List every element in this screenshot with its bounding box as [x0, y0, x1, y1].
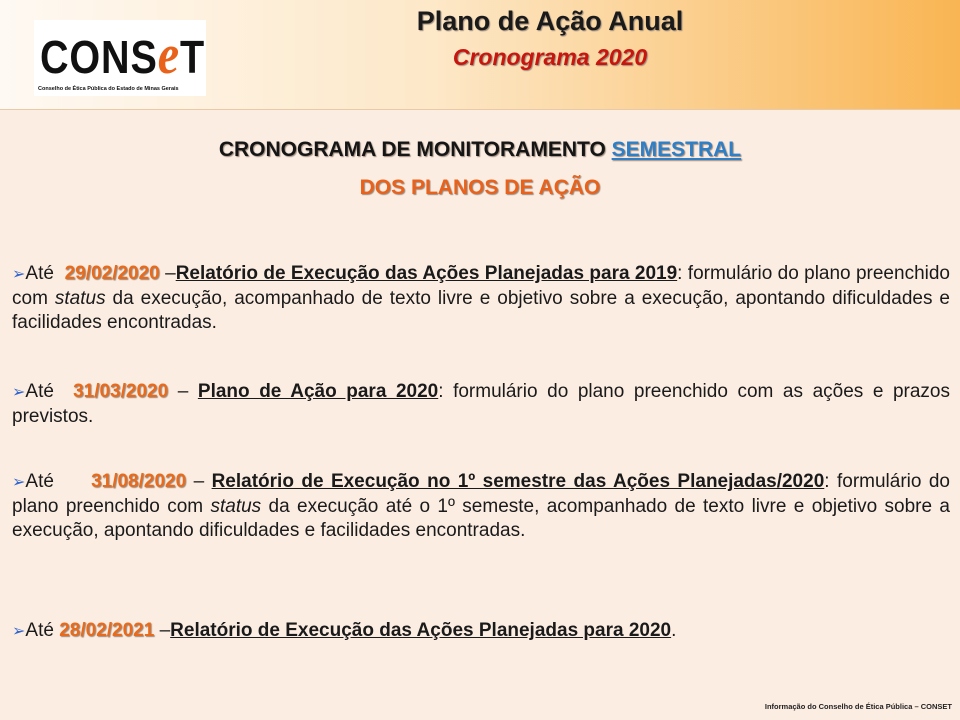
schedule-item: ➢Até 31/03/2020 – Plano de Ação para 2020: formulário do plano preenchido com as ações e prazos previstos. [12, 381, 951, 427]
arrow-bullet-icon: ➢ [12, 474, 26, 491]
deadline-date: 31/08/2020 [91, 471, 187, 492]
schedule-item: ➢Até 29/02/2020 –Relatório de Execução das Ações Planejadas para 2019: formulário do plano preenchido com status da execução, acompanhado de texto livre e objetivo sobre a execução, apontando dificuldades e facilidades encontradas. [12, 263, 950, 333]
footer-note: Informação do Conselho de Ética Pública – CONSET [764, 702, 952, 711]
deliverable-name: Relatório de Execução das Ações Planejadas para 2019 [175, 263, 678, 284]
deliverable-name: Relatório de Execução no 1º semestre das Ações Planejadas/2020 [211, 471, 825, 492]
logo-accent-letter: e [157, 24, 180, 86]
arrow-bullet-icon: ➢ [12, 384, 26, 401]
arrow-bullet-icon: ➢ [12, 623, 26, 640]
header-bar [0, 0, 960, 110]
section-title-accent: SEMESTRAL [611, 138, 742, 161]
section-subtitle: DOS PLANOS DE AÇÃO [359, 176, 601, 199]
section-title-prefix: CRONOGRAMA DE MONITORAMENTO [218, 138, 612, 161]
schedule-item: ➢Até 28/02/2021 –Relatório de Execução das Ações Planejadas para 2020. [12, 620, 677, 641]
page-title: Plano de Ação Anual [416, 6, 684, 36]
deadline-date: 29/02/2020 [64, 263, 160, 284]
deliverable-name: Plano de Ação para 2020 [197, 381, 439, 402]
logo-wordmark: CONSeT [40, 24, 206, 86]
section-title [0, 138, 960, 162]
schedule-item: ➢Até 31/08/2020 – Relatório de Execução no 1º semestre das Ações Planejadas/2020: formulário do plano preenchido com status da execução até o 1º semeste, acompanhado de texto livre e objetivo sobre a execução, apontando dificuldades e facilidades encontradas. [12, 471, 950, 541]
logo-subtitle: Conselho de Ética Pública do Estado de Minas Gerais [38, 86, 179, 92]
page-subtitle: Cronograma 2020 [452, 44, 648, 70]
deliverable-name: Relatório de Execução das Ações Planejadas para 2020 [170, 620, 672, 641]
deadline-date: 28/02/2021 [59, 620, 155, 641]
deadline-date: 31/03/2020 [73, 381, 169, 402]
conset-logo [34, 20, 206, 96]
arrow-bullet-icon: ➢ [12, 266, 26, 283]
